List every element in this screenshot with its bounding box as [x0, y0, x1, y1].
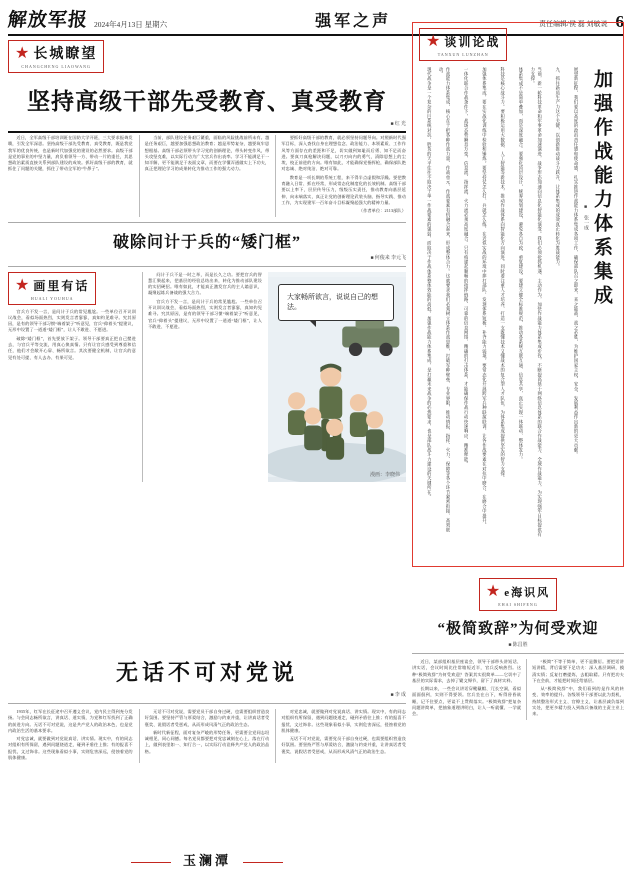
article-column: 对党忠诚，就要做到对党说真话、讲实情。现实中，有的同志对组织有所保留，遇到问题绕道走，碰到矛盾往上推；有的报喜不报忧，文过饰非。这些现象看似小事，实则危害深远，侵蚀着党的肌体健康。 无话不可对党说，需要党员干部自身过硬，也需要组织营造良好氛围。要坚持严管与厚爱结合，激励与约束并重，让讲真话者受褒奖、说假话者受惩戒，从而形成风清气正的政治生态。	[275, 709, 406, 763]
article-column: 当前，部队建设任务艰巨繁重，面临的风险挑战前所未有。越是任务艰巨，越要加强思想政治教育；越是形势复杂，越要筑牢思想根基。高级干部必须带头学习党的创新理论，带头转变作风，带头攻坚克难，以实际行动为广大官兵作出表率。学习不能满足于一知半解，更不能满足于表面文章，而要在学懂弄通做实上下功夫，真正把理论学习的成果转化为推动工作的强大动力。	[139, 135, 270, 217]
article-column: 1935年，红军在长征途中召开遵义会议，党内民主得到充分发扬。与会同志畅所欲言，讲真话、道实情，为党和红军找到了正确的前进方向。无话不可对党说，这是共产党人的政治本色，也是党内政治生活的基本要求。 对党忠诚，就要做到对党说真话、讲实情。现实中，有的同志对组织有所保留，遇到问题绕道走，碰到矛盾往上推；有的报喜不报忧，文过饰非。这些现象看似小事，实则危害深远，侵蚀着党的肌体健康。	[8, 709, 133, 761]
article-column: 科技是核心战斗力。要积极运用大数据、人工智能等新技术，推动作战体系向智能化方向演进。同时要注重人才培养，打造一支既懂技术又懂战术的复合型人才队伍，为体系集成提供坚实的智力支撑。	[500, 67, 506, 481]
section-badge-pinyin: TANXUN LUNZHAN	[437, 52, 489, 57]
divider	[8, 222, 406, 223]
masthead-section-title: 强军之声	[315, 13, 392, 30]
article3-byline: ■ 李 成	[390, 693, 406, 698]
masthead-date: 2024年4月13日 星期六	[94, 20, 168, 29]
divider	[8, 703, 406, 704]
article-column: 一体化联合作战条件下，战场态势瞬息万变，信息流、指挥流、火力流必须高度融合。只有构建起顺畅的指挥链路、可靠的信息网络、精确的打击体系，才能确保作战行动快速响应、精准释能。	[464, 67, 470, 467]
article-source-note: （作者单位：2113部队）	[358, 208, 407, 214]
article2-byline: ■ 何俊来 李元飞	[370, 255, 406, 261]
star-icon: ★	[426, 33, 441, 50]
section-badge-label: 画里有话	[33, 278, 90, 293]
divider	[8, 131, 406, 133]
left-content-area	[8, 40, 406, 482]
decorative-rule-right	[243, 862, 283, 863]
section-badge-pinyin: EHAI SHIFENG	[498, 602, 538, 607]
section-badge-changcheng	[8, 40, 406, 73]
article-column: 当前，新一轮科技革命和军事革命加速演进，战争形态加速向信息化智能化演变。我们必须抢抓机遇、主动作为，加快作战能力体系集成步伐，不断提高基于网络信息体系的联合作战能力、全域作战能力，为实现强军目标提供有力支撑。	[530, 67, 543, 537]
star-icon: ★	[15, 45, 30, 62]
section-badge-label: 长城瞭望	[33, 47, 98, 62]
masthead-editor: 责任编辑/侯 磊 刘敏说	[539, 20, 608, 28]
article2-body	[8, 272, 406, 482]
star-icon: ★	[15, 276, 30, 294]
bottom-right-columns	[412, 659, 624, 720]
bottom-left-article	[8, 648, 406, 763]
bottom-right-article	[412, 578, 624, 720]
section-badge-label: 谈训论战	[444, 35, 501, 49]
page-number: 6	[615, 12, 624, 31]
footer-section-title	[8, 850, 406, 869]
decorative-rule-left	[131, 862, 171, 863]
bottom-right-headline: “极简致辞”为何受欢迎	[437, 621, 599, 637]
illustration-credit: 漫画：李晓伟	[369, 472, 400, 478]
article-column: 现代战争是一个复杂的巨系统对抗，胜负的天平往往不取决于单一作战要素的强弱，而取决于作战体系整体效能的高低。加强作战能力体系集成，是打赢未来战争的必然要求，也是部队战斗力建设的关键所在。	[427, 67, 433, 500]
section-badge-ehai-wrapper	[412, 578, 624, 611]
newspaper-logo: 解放军报	[6, 10, 89, 31]
star-icon: ★	[485, 583, 501, 600]
article-column: 加强体系集成，要在实战化训练中检验和锤炼。要坚持仗怎么打、兵就怎么练，在近似实战的环境中摔打部队，发现体系短板，补齐能力弱项。要常态化开展跨军兵种联演联训，让各作战要素在对抗中磨合、在磨合中提升。	[482, 67, 488, 528]
footer-section-label: 玉澜潭	[182, 853, 231, 868]
section-badge-pinyin: HUALI YOUHUA	[30, 295, 74, 301]
illustration-wrapper	[268, 272, 406, 482]
speech-bubble: 大家畅所欲言，说说自己的想法。	[278, 284, 394, 321]
article-column: 官兵方不发一言，是问计于兵的常见尴尬。一些单位召开议训议战会，看似场面热烈，实则发言者寥寥，真知灼见难寻。究其原因，是有的领导干部习惯“端着架子”听意见，官兵“仰着头”提建议，无形中设置了一道道“矮门框”，让人不敢进、不愿进。 破除“矮门框”，首先要放下架子。领导干部要真正把自己摆进去，与官兵平等交流，用真心换真情。只有让官兵感受到尊重和信任，他们才会敞开心扉、畅所欲言。其次要健全机制，让官兵的意见有处可提、有人去办、有果可见。	[8, 308, 136, 360]
article-column: 展望新征程，我们要以高度的政治责任感和使命感，扎实推进作战能力体系集成各项工作，确保部队召之即来、来之能战、战之必胜，为维护国家主权、安全、发展利益作出新的更大贡献。	[574, 67, 580, 458]
vertical-columns	[419, 67, 579, 539]
article3-columns	[8, 709, 406, 763]
section-badge-pinyin: CHANGCHENG LIAOWANG	[21, 64, 91, 69]
article-column: 近日，全军高级干部培训班在国防大学开班，三大要求振聋发聩，引发全军深思。坚持高级干部先受教育、真受教育，既是我党我军的优良传统，也是新时代加强党的建设的必然要求。高级干部是党的事业的中坚力量，肩负着领导一方、带动一片的重任，其思想政治素质直接关系到部队建设的成效。抓好高级干部的教育，就抓住了问题的关键，抓住了带动全军的“牛鼻子”。	[8, 135, 133, 172]
article2-title: 破除问计于兵的“矮门框”	[112, 233, 301, 251]
article-column: 体系集成不是简单叠加，而是深度融合。要强化顶层设计，统筹规划建设，避免各自为政、重复建设。要建立健全标准规范，推动各系统互联互通、信息共享，真正实现一体联动、整体发力。	[518, 67, 524, 462]
article-column: 问计于兵不是一时之举，而是长久之功。要把官兵的智慧汇聚起来，把基层的经验总结出来，转化为推动部队建设的实招硬招。唯有如此，才能真正激发官兵的主人翁意识，凝聚起练兵备战的强大合力。 官兵方不发一言，是问计于兵的常见尴尬。一些单位召开议训议战会，看似场面热烈，实则发言者寥寥，真知灼见难寻。究其原因，是有的领导干部习惯“端着架子”听意见，官兵“仰着头”提建议，无形中设置了一道道“矮门框”，让人不敢进、不愿进。	[142, 272, 262, 482]
article3-title: 无话不可对党说	[115, 660, 298, 685]
article-column: 无话不可对党说，需要党员干部自身过硬，也需要组织营造良好氛围。要坚持严管与厚爱结合，激励与约束并重，让讲真话者受褒奖、说假话者受惩戒，从而形成风清气正的政治生态。 新时代新征程，面对复杂严峻的形势任务，更需要全党同志坦诚相见、同心同德。每名党员都要把对党忠诚刻在心上、落在行动上，做到表里如一、知行合一，以实际行动诠释共产党人的政治品格。	[139, 709, 270, 763]
main-byline: ■ 红 光	[390, 122, 406, 127]
main-headline: 坚持高级干部先受教育、真受教育	[27, 89, 387, 114]
bottom-right-byline: ■ 陈昌胜	[508, 643, 528, 648]
vertical-headline: 加强作战能力体系集成	[591, 69, 612, 309]
section-badge-tanxun	[419, 28, 507, 61]
article-column: 近日，某部组织基层座谈会，领导干部带头讲短话、讲实话，会议时间比往常缩短近半，官兵反响热烈。这种“极简致辞”为何受欢迎？答案其实很简单——它切中了基层的实际需求，去掉了繁文缛节，留下了真材实料。 长期以来，一些会议讲话穿靴戴帽、冗长空洞，看似面面俱到，实则不得要领。官兵坐在台下，听得昏昏欲睡，记不住要点，更谈不上贯彻落实。“极简致辞”把复杂问题讲简单，把抽象道理讲明白，让人一听就懂、一学就会。	[412, 659, 522, 717]
section-badge-ehai	[479, 578, 557, 611]
article-column: “极简”不等于简单，更不是敷衍。要把话讲短讲精，背后需要下足功夫：深入基层调研，摸清实情；反复打磨提炼，去粗取精。只有把功夫下在会前，才能把时间还给基层。 从“极简致辞”中，我们看到的是作风的转变、效率的提升。各级领导干部要以此为契机，持续整治形式主义、官僚主义，让基层减负落到实处，把更多精力投入到练兵备战的主责主业上来。	[526, 659, 624, 720]
highlighted-article-box	[412, 22, 624, 567]
article-column: 九、抓住新质生产力这个关键，以创新推动战斗力跃升，让体系集成的成效真正转化为胜战能力。	[555, 67, 561, 270]
section-badge-label: e海识风	[504, 587, 551, 599]
section-badge-huali	[8, 272, 96, 305]
cartoon-illustration	[268, 272, 406, 482]
divider	[8, 266, 406, 267]
vertical-byline: ■ 张一成	[583, 205, 588, 230]
article-column: 作战能力体系集成，核心在于把各种作战力量、作战单元、作战要素有机融合起来，形成整体合力。这就要求我们必须树立体系作战思维，打破军种壁垒、专业界限，推动情报、指挥、火力、保障等各个环节紧密衔接、高效联动。	[439, 67, 451, 533]
divider	[412, 653, 624, 654]
main-article-columns	[8, 135, 406, 217]
article-column: 要抓好高级干部的教育，就必须坚持问题导向。对照新时代强军目标，深入查找自身在理想信念、政治能力、本领素质、工作作风等方面存在的差距和不足，切实做到知耻而后勇、知不足而奋进。要真刀真枪解决问题，以刀刃向内的勇气，清除思想上的尘埃，校正前进的方向。唯有如此，才能确保党指挥枪，确保部队绝对忠诚、绝对纯洁、绝对可靠。 教育是一项长期的系统工程，来不得半点虚假和浮躁。要把教育融入日常、抓在经常，形成常态化制度化的长效机制。高级干部要以上率下，层层传导压力，级级压实责任，推动教育向基层延伸、向末端落实，真正让党的创新理论武装头脑、指导实践、推动工作，为实现建军一百年奋斗目标凝聚起强大的精神力量。 （作者单位：2113部队）	[275, 135, 406, 217]
